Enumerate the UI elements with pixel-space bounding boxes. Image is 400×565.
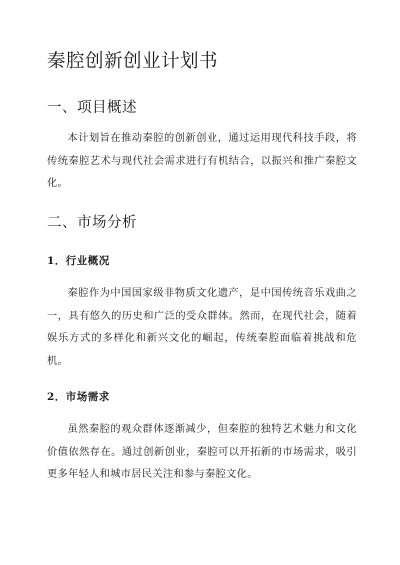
subsection-heading-market-demand: 2．市场需求: [47, 391, 110, 403]
overview-paragraph: 本计划旨在推动秦腔的创新创业，通过运用现代科技手段，将传统秦腔艺术与现代社会需求进行有机结合，以振兴和推广秦腔文化。: [47, 133, 357, 189]
industry-overview-paragraph: 秦腔作为中国国家级非物质文化遗产，是中国传统音乐戏曲之一，具有悠久的历史和广泛的受众群体。然而，在现代社会，随着娱乐方式的多样化和新兴文化的崛起，传统秦腔面临着挑战和危机。: [47, 288, 357, 367]
section-heading-overview: 一、项目概述: [47, 100, 137, 116]
section-heading-market-analysis: 二、市场分析: [47, 215, 137, 231]
document-title: 秦腔创新创业计划书: [47, 51, 219, 72]
market-demand-paragraph: 虽然秦腔的观众群体逐渐减少，但秦腔的独特艺术魅力和文化价值依然存在。通过创新创业，秦腔可以开拓新的市场需求，吸引更多年轻人和城市居民关注和参与秦腔文化。: [47, 424, 357, 480]
subsection-heading-industry-overview: 1．行业概况: [47, 255, 110, 267]
